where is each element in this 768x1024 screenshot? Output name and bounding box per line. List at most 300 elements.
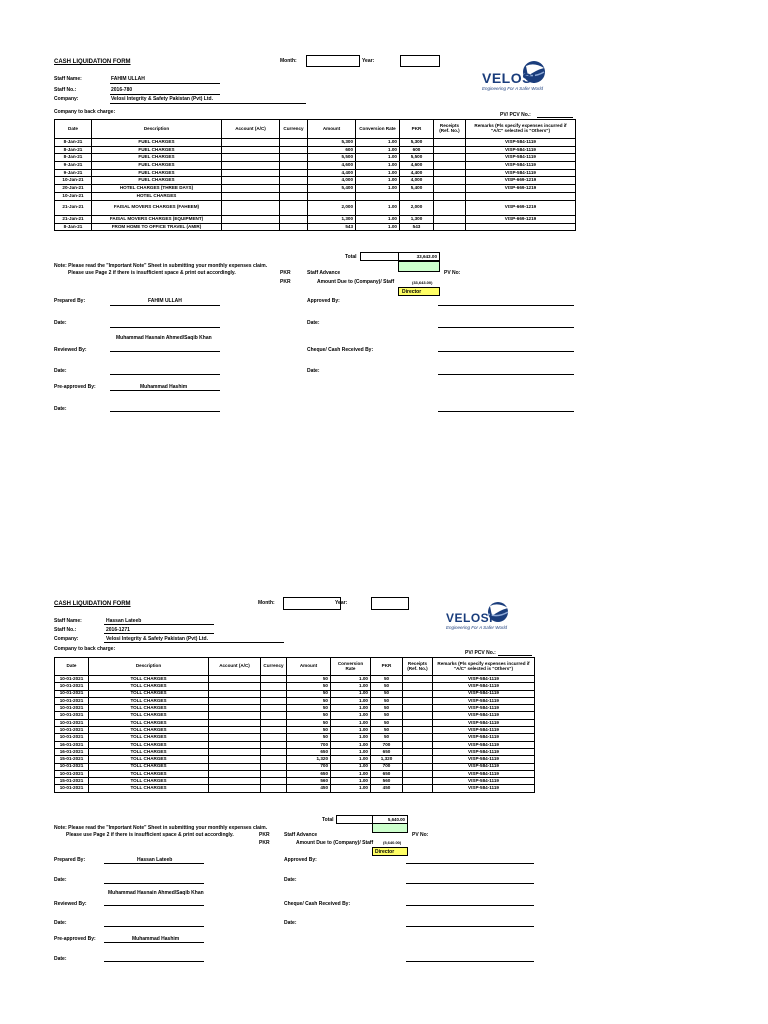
date-label-3-2: Date: <box>54 920 67 926</box>
cell-desc[interactable]: FUEL CHARGES <box>92 139 222 147</box>
cell-remarks[interactable]: VISP-584-1119 <box>433 676 535 683</box>
cell-amount[interactable]: 50 <box>287 676 331 683</box>
cell-currency[interactable] <box>261 734 287 741</box>
cell-remarks[interactable]: VISP-584-1119 <box>433 778 535 785</box>
cell-receipts[interactable] <box>403 763 433 770</box>
cell-desc[interactable]: FROM HOME TO OFFICE TRAVEL (AMIR) <box>92 223 222 231</box>
cell-account[interactable] <box>209 741 261 748</box>
cell-currency[interactable] <box>261 727 287 734</box>
cell-receipts[interactable] <box>403 705 433 712</box>
staff-no-label: Staff No.: <box>54 87 77 93</box>
date-label-2-2: Date: <box>284 877 297 883</box>
cell-rate[interactable]: 1.00 <box>331 690 371 697</box>
cell-remarks[interactable]: VISP-669-1219 <box>466 177 576 185</box>
cell-amount[interactable]: 700 <box>287 763 331 770</box>
amount-due-label-2: Amount Due to (Company)/ Staff <box>296 840 374 846</box>
cell-amount[interactable]: 2,000 <box>308 200 356 215</box>
cell-date[interactable]: 16-01-2021 <box>55 748 89 755</box>
cell-remarks[interactable]: VISP-584-1119 <box>433 756 535 763</box>
date-label-5: Date: <box>54 406 67 412</box>
approved-by-label: Approved By: <box>307 298 340 304</box>
cell-amount[interactable]: 600 <box>308 146 356 154</box>
company-value-2: Velosi Integrity & Safety Pakistan (Pvt) Ltd. <box>106 636 208 642</box>
cell-remarks[interactable]: VISP-584-1119 <box>433 727 535 734</box>
cell-receipts[interactable] <box>403 770 433 777</box>
cell-desc[interactable]: TOLL CHARGES <box>89 741 209 748</box>
cell-rate[interactable]: 1.00 <box>331 727 371 734</box>
cell-desc[interactable]: TOLL CHARGES <box>89 697 209 704</box>
cell-date[interactable]: 15-01-2021 <box>55 778 89 785</box>
cell-desc[interactable]: FUEL CHARGES <box>92 146 222 154</box>
cell-remarks[interactable]: VISP-584-1119 <box>433 741 535 748</box>
cell-remarks[interactable]: VISP-584-1119 <box>433 712 535 719</box>
cell-desc[interactable]: TOLL CHARGES <box>89 756 209 763</box>
cell-date[interactable]: 10-01-2021 <box>55 785 89 792</box>
pv-no-label: PV No: <box>444 270 461 276</box>
cell-amount[interactable]: 5,400 <box>308 185 356 193</box>
table-row <box>55 697 535 704</box>
preapproved-by-value-2: Muhammad Hashim <box>132 936 180 942</box>
date-label-2: Date: <box>307 320 320 326</box>
cell-pkr[interactable]: 700 <box>371 741 403 748</box>
form-title: CASH LIQUIDATION FORM <box>54 59 131 65</box>
date-label-1: Date: <box>54 320 67 326</box>
cell-date[interactable]: 10-01-2021 <box>55 712 89 719</box>
cell-desc[interactable]: TOLL CHARGES <box>89 676 209 683</box>
table-row <box>55 770 535 777</box>
cell-currency[interactable] <box>261 741 287 748</box>
table-row <box>55 712 535 719</box>
col-account-2: Account (A/C) <box>209 658 261 676</box>
cell-desc[interactable]: TOLL CHARGES <box>89 770 209 777</box>
cell-amount[interactable]: 4,600 <box>308 162 356 170</box>
col-remarks: Remarks (Pls specify expenses incurred if "A/C" selected is "Others") <box>466 120 576 139</box>
preapproved-by-label: Pre-approved By: <box>54 384 96 390</box>
cell-receipts[interactable] <box>403 697 433 704</box>
cell-receipts[interactable] <box>403 690 433 697</box>
cell-pkr[interactable]: 4,400 <box>400 169 434 177</box>
cell-amount[interactable]: 650 <box>287 770 331 777</box>
cell-pkr[interactable]: 50 <box>371 697 403 704</box>
cell-rate[interactable]: 1.00 <box>356 200 400 215</box>
staff-no-label-2: Staff No.: <box>54 627 77 633</box>
cell-desc[interactable]: FAISAL MOVERS CHARGES (FAHEEM) <box>92 200 222 215</box>
cell-desc[interactable]: TOLL CHARGES <box>89 785 209 792</box>
amount-due-label: Amount Due to (Company)/ Staff <box>317 279 395 285</box>
cell-currency[interactable] <box>261 748 287 755</box>
cell-account[interactable] <box>209 690 261 697</box>
cell-remarks[interactable]: VISP-584-1119 <box>433 763 535 770</box>
cell-currency[interactable] <box>261 778 287 785</box>
year-label-2: Year: <box>335 600 348 606</box>
cell-remarks[interactable]: VISP-584-1119 <box>466 162 576 170</box>
col-amount-2: Amount <box>287 658 331 676</box>
director-label: Director <box>402 289 422 295</box>
col-amount: Amount <box>308 120 356 139</box>
pkr-label-1-2: PKR <box>259 832 270 838</box>
cell-rate[interactable]: 1.00 <box>356 162 400 170</box>
col-date: Date <box>55 120 92 139</box>
company-back-charge-label-2: Company to back charge: <box>54 646 116 652</box>
cell-rate[interactable]: 1.00 <box>331 697 371 704</box>
cell-rate[interactable]: 1.00 <box>356 185 400 193</box>
cell-date[interactable]: 10-01-2021 <box>55 763 89 770</box>
cell-desc[interactable]: FUEL CHARGES <box>92 169 222 177</box>
col-remarks-2: Remarks (Pls specify expenses incurred if "A/C" selected is "Others") <box>433 658 535 676</box>
month-label-2: Month: <box>258 600 275 606</box>
cell-date[interactable]: 8-Jan-21 <box>55 146 92 154</box>
cheque-received-label-2: Cheque/ Cash Received By: <box>284 901 351 907</box>
cell-receipts[interactable] <box>403 683 433 690</box>
cell-date[interactable]: 10-01-2021 <box>55 734 89 741</box>
cell-date[interactable]: 21-Jan-21 <box>55 215 92 223</box>
cell-pkr[interactable]: 650 <box>371 770 403 777</box>
cell-desc[interactable]: TOLL CHARGES <box>89 748 209 755</box>
cell-rate[interactable]: 1.00 <box>356 223 400 231</box>
cell-account[interactable] <box>209 697 261 704</box>
cell-remarks[interactable]: VISP-584-1119 <box>433 719 535 726</box>
cell-amount[interactable]: 1,300 <box>308 215 356 223</box>
note-line-2-2: Please use Page 2 if there is insufficient space & print out accordingly. <box>66 832 234 838</box>
cell-receipts[interactable] <box>403 727 433 734</box>
cell-rate[interactable]: 1.00 <box>331 683 371 690</box>
table-row <box>55 727 535 734</box>
cell-remarks[interactable]: VISP-584-1119 <box>433 734 535 741</box>
cell-account[interactable] <box>209 712 261 719</box>
cell-receipts[interactable] <box>403 741 433 748</box>
prepared-by-value-2: Hassan Lateeb <box>137 857 173 863</box>
table-row <box>55 683 535 690</box>
cell-desc[interactable]: TOLL CHARGES <box>89 778 209 785</box>
cell-date[interactable]: 9-Jan-21 <box>55 162 92 170</box>
cell-date[interactable]: 10-01-2021 <box>55 719 89 726</box>
cell-remarks[interactable]: VISP-584-1119 <box>433 785 535 792</box>
month-label: Month: <box>280 58 297 64</box>
cell-account[interactable] <box>209 683 261 690</box>
cell-rate[interactable]: 1.00 <box>331 748 371 755</box>
cell-currency[interactable] <box>261 676 287 683</box>
prepared-by-label-2: Prepared By: <box>54 857 86 863</box>
cell-pkr[interactable]: 50 <box>371 734 403 741</box>
staff-name-value: FAHIM ULLAH <box>111 76 145 82</box>
cell-currency[interactable] <box>261 697 287 704</box>
cell-pkr[interactable]: 50 <box>371 683 403 690</box>
cell-pkr[interactable]: 700 <box>371 763 403 770</box>
month-input-2[interactable] <box>283 597 341 610</box>
cell-currency[interactable] <box>261 683 287 690</box>
cell-pkr[interactable]: 4,000 <box>400 177 434 185</box>
cell-amount[interactable]: 50 <box>287 690 331 697</box>
cell-date[interactable]: 8-Jan-21 <box>55 154 92 162</box>
cell-remarks[interactable]: VISP-584-1119 <box>466 154 576 162</box>
cell-account[interactable] <box>209 778 261 785</box>
cell-rate[interactable]: 1.00 <box>356 169 400 177</box>
cell-remarks[interactable]: VISP-584-1119 <box>433 697 535 704</box>
cell-pkr[interactable]: 1,320 <box>371 756 403 763</box>
pkr-label-2-2: PKR <box>259 840 270 846</box>
date-label-5-2: Date: <box>54 956 67 962</box>
cell-amount[interactable]: 50 <box>287 683 331 690</box>
expense-table-2 <box>54 657 535 793</box>
note-line-1-2: Note: Please read the "Important Note" Sheet in submitting your monthly expenses claim. <box>54 825 268 831</box>
cell-amount[interactable]: 5,300 <box>308 139 356 147</box>
cell-pkr[interactable]: 5,300 <box>400 139 434 147</box>
cell-pkr[interactable]: 1,300 <box>400 215 434 223</box>
cell-receipts[interactable] <box>403 756 433 763</box>
reviewed-by-value: Muhammad Hasnain Ahmed/Saqib Khan <box>116 335 212 341</box>
pkr-label-1: PKR <box>280 270 291 276</box>
cell-amount[interactable]: 700 <box>287 741 331 748</box>
cell-amount[interactable]: 50 <box>287 705 331 712</box>
pkr-label-2: PKR <box>280 279 291 285</box>
cell-date[interactable]: 10-Jan-21 <box>55 177 92 185</box>
table-row <box>55 778 535 785</box>
cell-pkr[interactable]: 50 <box>371 676 403 683</box>
cell-date[interactable]: 10-01-2021 <box>55 683 89 690</box>
cell-amount[interactable]: 50 <box>287 712 331 719</box>
col-currency-2: Currency <box>261 658 287 676</box>
cell-account[interactable] <box>209 785 261 792</box>
table-row <box>55 734 535 741</box>
cell-date[interactable]: 10-01-2021 <box>55 697 89 704</box>
cell-desc[interactable]: HOTEL CHARGES (THREE DAYS) <box>92 185 222 193</box>
cell-remarks[interactable]: VISP-584-1119 <box>466 169 576 177</box>
cell-amount[interactable]: 543 <box>308 223 356 231</box>
cell-remarks[interactable]: VISP-584-1119 <box>433 683 535 690</box>
velosi-logo-2 <box>444 600 524 636</box>
reviewed-by-label: Reviewed By: <box>54 347 87 353</box>
cell-currency[interactable] <box>261 756 287 763</box>
cell-account[interactable] <box>209 705 261 712</box>
staff-name-value-2: Hassan Lateeb <box>106 618 142 624</box>
year-input-2[interactable] <box>371 597 409 610</box>
col-rate: Conversion Rate <box>356 120 400 139</box>
cell-account[interactable] <box>209 719 261 726</box>
staff-advance-label: Staff Advance <box>307 270 341 276</box>
cell-desc[interactable]: FUEL CHARGES <box>92 162 222 170</box>
cell-receipts[interactable] <box>403 719 433 726</box>
cell-amount[interactable]: 650 <box>287 748 331 755</box>
cell-receipts[interactable] <box>403 785 433 792</box>
cell-amount[interactable]: 4,400 <box>308 169 356 177</box>
cell-currency[interactable] <box>261 690 287 697</box>
cell-rate[interactable]: 1.00 <box>331 756 371 763</box>
col-description: Description <box>92 120 222 139</box>
cell-account[interactable] <box>209 770 261 777</box>
cell-currency[interactable] <box>261 712 287 719</box>
cell-amount[interactable]: 50 <box>287 719 331 726</box>
cell-receipts[interactable] <box>403 778 433 785</box>
cell-pkr[interactable]: 450 <box>371 785 403 792</box>
cell-desc[interactable]: FAISAL MOVERS CHARGES (EQUIPMENT) <box>92 215 222 223</box>
cell-amount[interactable]: 50 <box>287 697 331 704</box>
cell-rate[interactable]: 1.00 <box>331 676 371 683</box>
col-receipts: Receipts (Ref. No.) <box>434 120 466 139</box>
table-row <box>55 690 535 697</box>
cell-rate[interactable]: 1.00 <box>356 146 400 154</box>
cell-remarks[interactable]: VISP-584-1119 <box>466 146 576 154</box>
cell-rate[interactable]: 1.00 <box>356 177 400 185</box>
cell-desc[interactable]: HOTEL CHARGES <box>92 192 222 200</box>
cell-amount[interactable]: 1,320 <box>287 756 331 763</box>
table-row <box>55 676 535 683</box>
cell-pkr[interactable]: 50 <box>371 705 403 712</box>
staff-name-label: Staff Name: <box>54 76 82 82</box>
cell-rate[interactable]: 1.00 <box>331 719 371 726</box>
col-pkr: PKR <box>400 120 434 139</box>
cell-account[interactable] <box>209 756 261 763</box>
cell-rate[interactable]: 1.00 <box>331 763 371 770</box>
amount-due-value-2: (5,640.00) <box>383 840 402 845</box>
cell-amount[interactable]: 50 <box>287 734 331 741</box>
cell-pkr[interactable]: 4,600 <box>400 162 434 170</box>
logo-word-2: VELOSI <box>446 611 494 625</box>
cell-remarks[interactable]: VISP-669-1219 <box>466 215 576 223</box>
cell-pkr[interactable]: 5,500 <box>400 154 434 162</box>
cell-remarks[interactable]: VISP-669-1219 <box>466 185 576 193</box>
cell-receipts[interactable] <box>403 748 433 755</box>
cell-date[interactable]: 21-Jan-21 <box>55 200 92 215</box>
total-label: Total <box>345 254 357 260</box>
cell-amount[interactable]: 450 <box>287 785 331 792</box>
cell-remarks[interactable]: VISP-669-1219 <box>466 200 576 215</box>
table-row <box>55 763 535 770</box>
approved-by-label-2: Approved By: <box>284 857 317 863</box>
date-label-1-2: Date: <box>54 877 67 883</box>
cell-currency[interactable] <box>261 705 287 712</box>
cell-date[interactable]: 10-01-2021 <box>55 705 89 712</box>
cell-receipts[interactable] <box>403 676 433 683</box>
cell-account[interactable] <box>209 748 261 755</box>
table-row <box>55 705 535 712</box>
cell-currency[interactable] <box>261 770 287 777</box>
logo-tagline: Engineering For A Safer World <box>482 86 543 91</box>
col-rate-2: Conversion Rate <box>331 658 371 676</box>
cell-remarks[interactable]: VISP-584-1119 <box>433 748 535 755</box>
cell-amount[interactable]: 560 <box>287 778 331 785</box>
cell-rate[interactable]: 1.00 <box>331 770 371 777</box>
cell-rate[interactable]: 1.00 <box>356 139 400 147</box>
cell-amount[interactable]: 4,000 <box>308 177 356 185</box>
date-label-3: Date: <box>54 368 67 374</box>
cell-remarks[interactable]: VISP-584-1119 <box>433 690 535 697</box>
cell-desc[interactable]: TOLL CHARGES <box>89 690 209 697</box>
note-line-2: Please use Page 2 if there is insufficient space & print out accordingly. <box>68 270 236 276</box>
cell-date[interactable]: 8-Jan-21 <box>55 139 92 147</box>
pv-no-label-2: PV No: <box>412 832 429 838</box>
cell-date[interactable]: 10-01-2021 <box>55 676 89 683</box>
cell-date[interactable]: 20-Jan-21 <box>55 185 92 193</box>
cell-date[interactable]: 9-Jan-21 <box>55 169 92 177</box>
note-line-1: Note: Please read the "Important Note" Sheet in submitting your monthly expenses claim. <box>54 263 268 269</box>
cell-pkr[interactable]: 600 <box>400 146 434 154</box>
cell-date[interactable]: 16-01-2021 <box>55 741 89 748</box>
cell-desc[interactable]: FUEL CHARGES <box>92 154 222 162</box>
cell-desc[interactable]: TOLL CHARGES <box>89 763 209 770</box>
cell-currency[interactable] <box>261 763 287 770</box>
cell-pkr[interactable]: 560 <box>371 778 403 785</box>
cell-pkr[interactable]: 2,000 <box>400 200 434 215</box>
total-label-2: Total <box>322 817 334 823</box>
prepared-by-value: FAHIM ULLAH <box>148 298 182 304</box>
cell-rate[interactable]: 1.00 <box>331 734 371 741</box>
cell-rate[interactable]: 1.00 <box>356 154 400 162</box>
staff-no-value: 2016-780 <box>111 87 133 93</box>
col-description-2: Description <box>89 658 209 676</box>
cell-rate[interactable]: 1.00 <box>331 785 371 792</box>
cell-receipts[interactable] <box>403 712 433 719</box>
cell-rate[interactable]: 1.00 <box>331 778 371 785</box>
director-box-2 <box>372 847 408 856</box>
reviewed-by-label-2: Reviewed By: <box>54 901 87 907</box>
cell-account[interactable] <box>209 676 261 683</box>
cell-desc[interactable]: TOLL CHARGES <box>89 705 209 712</box>
cell-pkr[interactable]: 50 <box>371 719 403 726</box>
cell-account[interactable] <box>209 727 261 734</box>
col-receipts-2: Receipts (Ref. No.) <box>403 658 433 676</box>
cell-date[interactable]: 10-01-2021 <box>55 770 89 777</box>
logo-word: VELOSI <box>482 70 537 86</box>
pv-pcv-label: PV/ PCV No.: <box>500 112 531 118</box>
cell-rate[interactable]: 1.00 <box>331 712 371 719</box>
cell-pkr[interactable]: 50 <box>371 727 403 734</box>
cell-desc[interactable]: TOLL CHARGES <box>89 727 209 734</box>
cell-receipts[interactable] <box>403 734 433 741</box>
cell-currency[interactable] <box>261 785 287 792</box>
prepared-by-label: Prepared By: <box>54 298 86 304</box>
cell-rate[interactable]: 1.00 <box>356 215 400 223</box>
preapproved-by-label-2: Pre-approved By: <box>54 936 96 942</box>
cell-amount[interactable]: 50 <box>287 727 331 734</box>
cell-desc[interactable]: TOLL CHARGES <box>89 719 209 726</box>
staff-name-label-2: Staff Name: <box>54 618 82 624</box>
company-label: Company: <box>54 96 79 102</box>
cell-desc[interactable]: TOLL CHARGES <box>89 712 209 719</box>
cell-remarks[interactable]: VISP-584-1119 <box>466 139 576 147</box>
cell-date[interactable]: 10-01-2021 <box>55 690 89 697</box>
cell-account[interactable] <box>209 734 261 741</box>
cell-pkr[interactable]: 50 <box>371 712 403 719</box>
staff-advance-input-2[interactable] <box>372 823 408 833</box>
cell-remarks[interactable]: VISP-584-1119 <box>433 705 535 712</box>
date-label-4-2: Date: <box>284 920 297 926</box>
cell-pkr[interactable]: 50 <box>371 690 403 697</box>
total-value: 33,643.00 <box>416 254 437 259</box>
cell-rate[interactable]: 1.00 <box>331 741 371 748</box>
cell-date[interactable]: 10-Jan-21 <box>55 192 92 200</box>
amount-due-value: (33,643.00) <box>412 280 433 285</box>
cell-desc[interactable]: TOLL CHARGES <box>89 683 209 690</box>
cell-pkr[interactable]: 543 <box>400 223 434 231</box>
cell-remarks[interactable]: VISP-584-1119 <box>433 770 535 777</box>
cell-currency[interactable] <box>261 719 287 726</box>
cell-desc[interactable]: TOLL CHARGES <box>89 734 209 741</box>
cell-date[interactable]: 10-01-2021 <box>55 727 89 734</box>
pv-pcv-label-2: PV/ PCV No.: <box>465 650 496 656</box>
cell-date[interactable]: 8-Jan-21 <box>55 223 92 231</box>
company-back-charge-label: Company to back charge: <box>54 109 116 115</box>
cheque-received-label: Cheque/ Cash Received By: <box>307 347 374 353</box>
cell-pkr[interactable]: 5,400 <box>400 185 434 193</box>
cell-pkr[interactable]: 650 <box>371 748 403 755</box>
cell-desc[interactable]: FUEL CHARGES <box>92 177 222 185</box>
cell-amount[interactable]: 5,500 <box>308 154 356 162</box>
cell-date[interactable]: 15-01-2021 <box>55 756 89 763</box>
logo-tagline-2: Engineering For A Safer World <box>446 625 507 630</box>
cell-account[interactable] <box>209 763 261 770</box>
form-title-2: CASH LIQUIDATION FORM <box>54 601 131 607</box>
cell-rate[interactable]: 1.00 <box>331 705 371 712</box>
